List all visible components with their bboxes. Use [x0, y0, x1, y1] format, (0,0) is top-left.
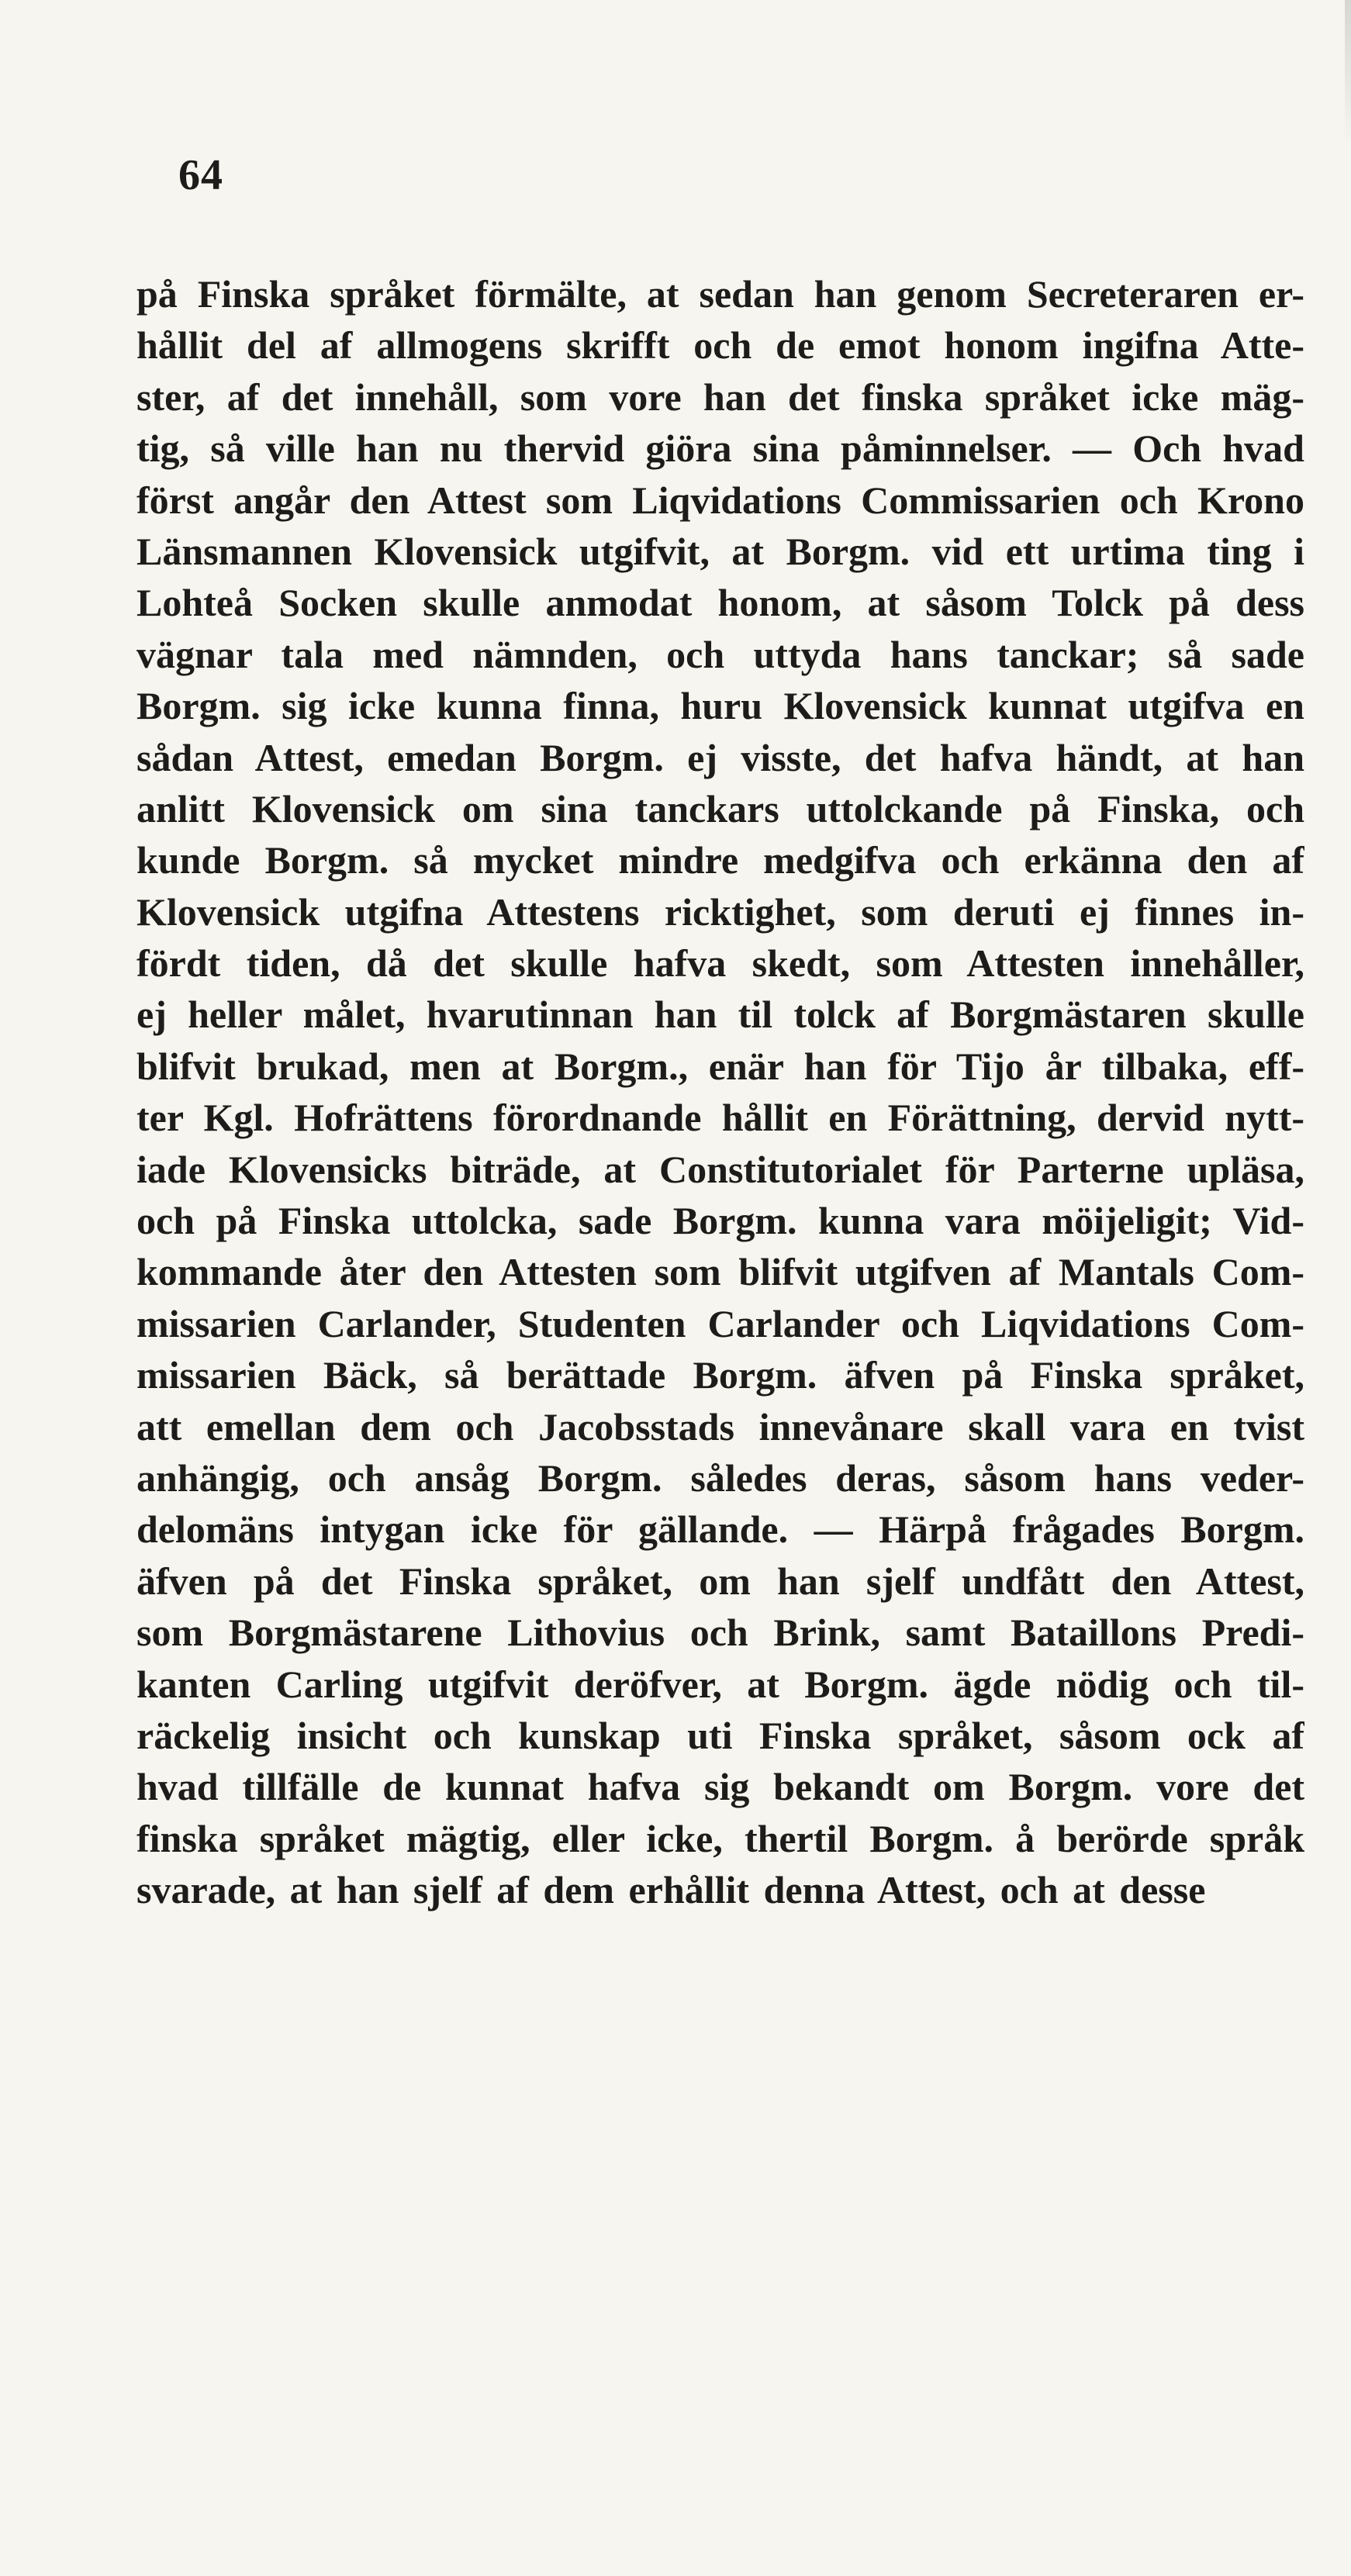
text-line: som Borgmästarene Lithovius och Brink, samt Bataillons Predi-	[136, 1611, 1304, 1655]
text-line: Borgm. sig icke kunna finna, huru Klovensick kunnat utgifva en	[136, 684, 1304, 728]
text-line: och på Finska uttolcka, sade Borgm. kunna vara möijeligit; Vid-	[136, 1199, 1304, 1243]
text-line: iade Klovensicks biträde, at Constitutorialet för Parterne upläsa,	[136, 1147, 1304, 1191]
text-line: tig, så ville han nu thervid giöra sina påminnelser. — Och hvad	[136, 426, 1304, 471]
text-line: att emellan dem och Jacobsstads innevånare skall vara en tvist	[136, 1404, 1304, 1449]
text-line: ster, af det innehåll, som vore han det finska språket icke mäg-	[136, 375, 1304, 419]
text-line: först angår den Attest som Liqvidations Commissarien och Krono	[136, 478, 1304, 522]
text-line: blifvit brukad, men at Borgm., enär han för Tijo år tilbaka, eff-	[136, 1044, 1304, 1088]
text-line: missarien Bäck, så berättade Borgm. äfven på Finska språket,	[136, 1353, 1304, 1397]
text-line: äfven på det Finska språket, om han sjelf undfått den Attest,	[136, 1559, 1304, 1603]
text-line: kanten Carling utgifvit deröfver, at Borgm. ägde nödig och til-	[136, 1662, 1304, 1706]
text-line: finska språket mägtig, eller icke, thertil Borgm. å berörde språk	[136, 1816, 1304, 1860]
text-line: delomäns intygan icke för gällande. — Härpå frågades Borgm.	[136, 1507, 1304, 1552]
page-edge-shadow	[1345, 0, 1351, 147]
text-line: sådan Attest, emedan Borgm. ej visste, det hafva händt, at han	[136, 735, 1304, 779]
text-line: Klovensick utgifna Attestens ricktighet, som deruti ej finnes in-	[136, 889, 1304, 934]
text-line: på Finska språket förmälte, at sedan han genom Secreteraren er-	[136, 272, 1304, 316]
text-line: Länsmannen Klovensick utgifvit, at Borgm. vid ett urtima ting i	[136, 529, 1304, 573]
text-line: svarade, at han sjelf af dem erhållit denna Attest, och at desse	[136, 1868, 1206, 1912]
text-line: Lohteå Socken skulle anmodat honom, at såsom Tolck på dess	[136, 581, 1304, 625]
text-line: ter Kgl. Hofrättens förordnande hållit en Förättning, dervid nytt-	[136, 1096, 1304, 1140]
text-line: anhängig, och ansåg Borgm. således deras, såsom hans veder-	[136, 1455, 1304, 1500]
text-line: ej heller målet, hvarutinnan han til tolck af Borgmästaren skulle	[136, 993, 1304, 1037]
page-number: 64	[178, 151, 223, 199]
text-line: fördt tiden, då det skulle hafva skedt, som Attesten innehåller,	[136, 941, 1304, 986]
text-line: missarien Carlander, Studenten Carlander och Liqvidations Com-	[136, 1301, 1304, 1345]
text-line: anlitt Klovensick om sina tanckars uttolckande på Finska, och	[136, 786, 1304, 830]
text-line: hvad tillfälle de kunnat hafva sig bekandt om Borgm. vore det	[136, 1765, 1304, 1809]
text-line: kommande åter den Attesten som blifvit utgifven af Mantals Com-	[136, 1250, 1304, 1294]
body-text	[136, 268, 1304, 1916]
text-line: kunde Borgm. så mycket mindre medgifva och erkänna den af	[136, 838, 1304, 882]
text-line: räckelig insicht och kunskap uti Finska språket, såsom ock af	[136, 1713, 1304, 1757]
text-line: vägnar tala med nämnden, och uttyda hans tanckar; så sade	[136, 632, 1304, 676]
text-line: hållit del af allmogens skrifft och de emot honom ingifna Atte-	[136, 323, 1304, 368]
